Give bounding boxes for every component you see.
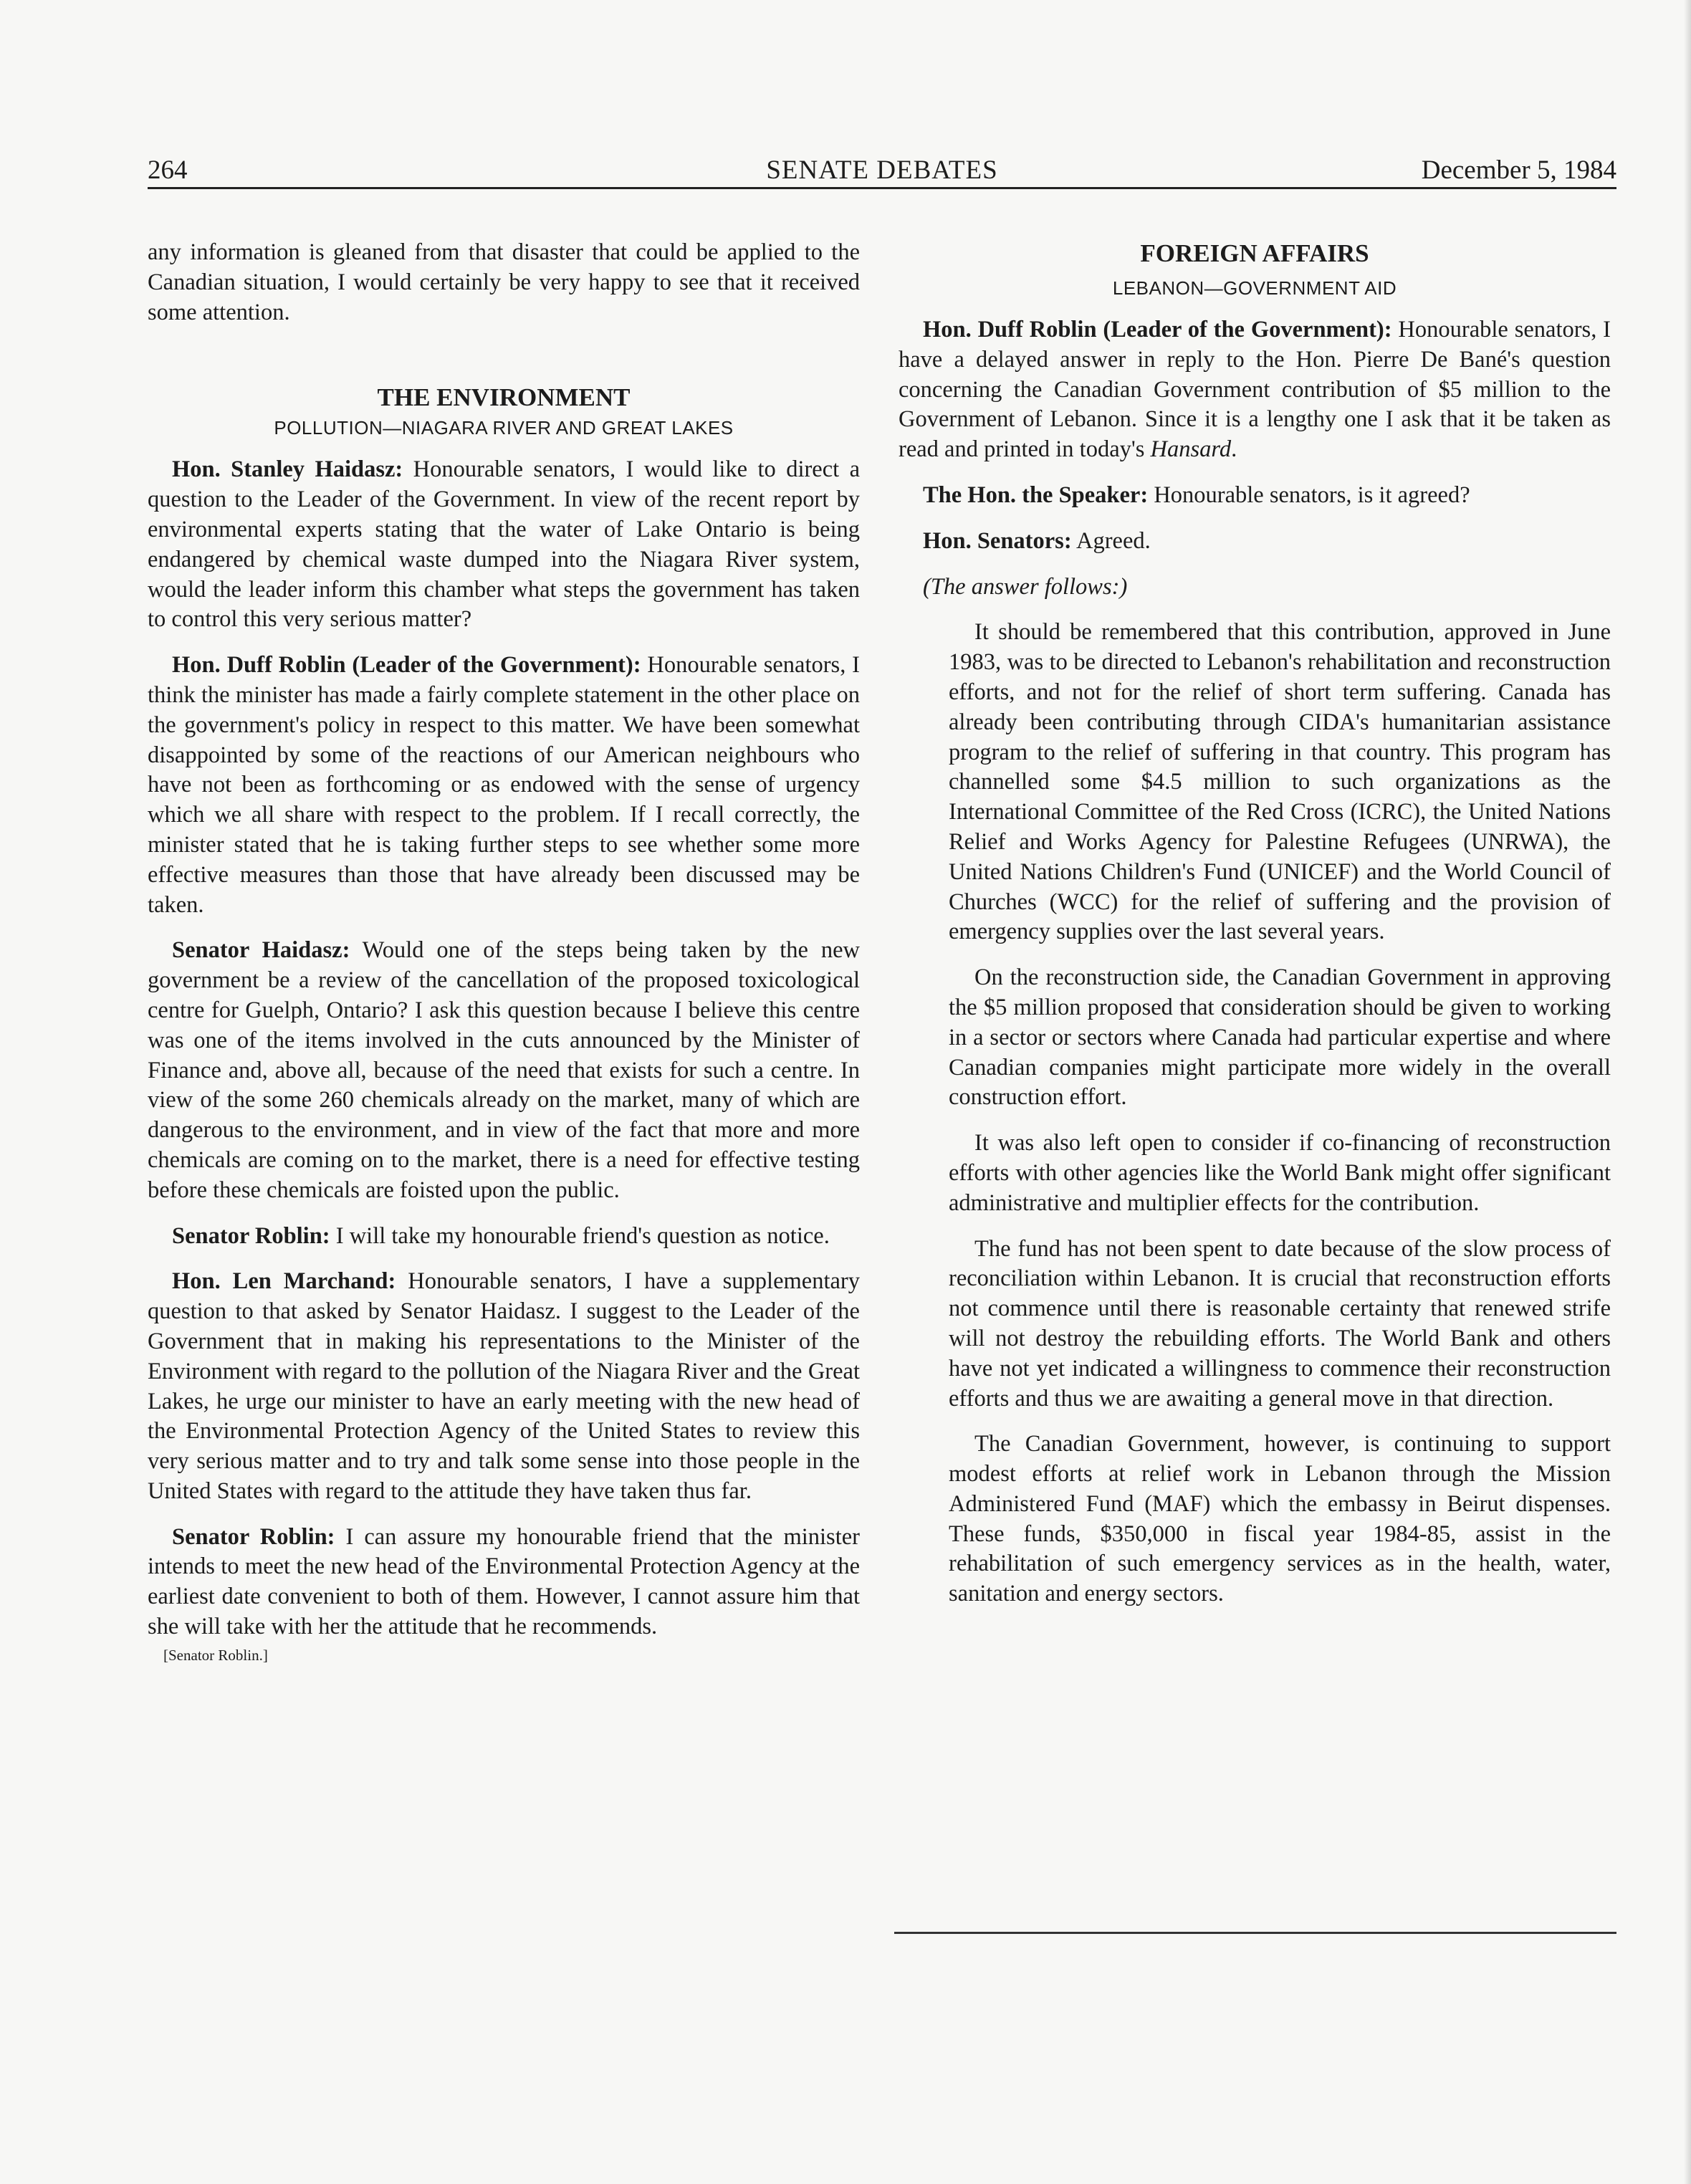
answer-paragraph: On the reconstruction side, the Canadian Government in approving the $5 million proposed that consideration should be given to working in a sector or sectors where Canada had particular expertise and where Canadian companies might participate more widely in the overall construction effort.: [949, 964, 1611, 1111]
speaker-name: Senator Roblin:: [172, 1222, 330, 1249]
speech-paragraph: [899, 527, 1611, 557]
speech-paragraph: [899, 315, 1611, 465]
speech-paragraph: [148, 936, 860, 1205]
speech-italic-text: Hansard: [1150, 436, 1232, 463]
speaker-name: Hon. Duff Roblin (Leader of the Government):: [923, 317, 1392, 343]
speaker-name: Hon. Duff Roblin (Leader of the Government):: [172, 652, 641, 679]
speech-text: Honourable senators, I have a supplementary question to that asked by Senator Haidasz. I suggest to the Leader of the Government that in making his representations to the Minister of the Environment with regard to the pollution of the Niagara River and the Great Lakes, he urge our minister to have an early meeting with the new head of the Environmental Protection Agency of the United States to review this very serious matter and to try and talk some sense into those people in the United States with regard to the attitude they have taken thus far.: [148, 1268, 860, 1504]
header-rule: [148, 187, 1616, 189]
answer-intro-text: (The answer follows:): [923, 573, 1128, 600]
sitting-date: December 5, 1984: [1421, 155, 1616, 185]
speech-text: Honourable senators, I would like to direct a question to the Leader of the Government. In view of the recent report by environmental experts stating that the water of Lake Ontario is being endangered by chemical waste dumped into the Niagara River system, would the leader inform this chamber what steps the government has taken to control this very serious matter?: [148, 456, 861, 633]
page-number: 264: [148, 155, 188, 185]
speech-text: Honourable senators, is it agreed?: [1148, 482, 1470, 508]
speech-paragraph: [148, 651, 860, 920]
running-footnote: [Senator Roblin.]: [163, 1646, 268, 1664]
section-heading: THE ENVIRONMENT: [377, 383, 631, 412]
section-heading: FOREIGN AFFAIRS: [1140, 239, 1369, 267]
answer-paragraph: The Canadian Government, however, is continuing to support modest efforts at relief work in Lebanon through the Mission Administered Fund (MAF) which the embassy in Beirut dispenses. These funds, $350,000 in fiscal year 1984-85, assist in the rehabilitation of such emergency services as in the health, water, sanitation and energy sectors.: [949, 1431, 1611, 1607]
speech-paragraph: [148, 455, 860, 635]
speech-text: Honourable senators, I think the minister has made a fairly complete statement in the other place on the government's policy in respect to this matter. We have been somewhat disappointed by some of the reactions of our American neighbours who have not been as forthcoming or as endowed with the sense of urgency which we all share with respect to the problem. If I recall correctly, the minister stated that he is taking further steps to see whether some more effective measures than those that have already been discussed may be taken.: [148, 652, 860, 918]
speech-paragraph: [148, 1222, 860, 1252]
answer-intro: [899, 573, 1611, 603]
speech-paragraph: [148, 1267, 860, 1506]
speech-paragraph: [899, 481, 1611, 511]
speech-text: Agreed.: [1071, 527, 1151, 554]
right-column: [899, 238, 1611, 1625]
speaker-name: Senator Roblin:: [172, 1523, 335, 1550]
page-header: [148, 152, 1616, 189]
answer-paragraph: It was also left open to consider if co-financing of reconstruction efforts with other agencies like the World Bank might offer significant administrative and multiplier effects for the contribution.: [949, 1130, 1611, 1216]
speech-text: I will take my honourable friend's question as notice.: [330, 1222, 830, 1249]
publication-title: SENATE DEBATES: [766, 155, 998, 185]
answer-paragraph: It should be remembered that this contribution, approved in June 1983, was to be directed to Lebanon's rehabilitation and reconstruction efforts, and not for the relief of short term suffering. Canada has already been contributing through CIDA's humanitarian assistance program to the relief of suffering in that country. This program has channelled some $4.5 million to such organizations as the International Committee of the Red Cross (ICRC), the United Nations Relief and Works Agency for Palestine Refugees (UNRWA), the United Nations Children's Fund (UNICEF) and the World Council of Churches (WCC) for the relief of suffering and the provision of emergency supplies over the last several years.: [949, 619, 1611, 945]
section-end-rule: [894, 1932, 1616, 1934]
speaker-name: Hon. Senators:: [923, 527, 1072, 554]
speaker-name: Hon. Stanley Haidasz:: [172, 456, 403, 483]
speech-paragraph: [148, 1523, 860, 1642]
speaker-name: The Hon. the Speaker:: [923, 482, 1149, 508]
speech-text-end: .: [1231, 436, 1237, 463]
intro-paragraph: any information is gleaned from that disaster that could be applied to the Canadian situation, I would certainly be very happy to see that it received some attention.: [148, 239, 860, 325]
speech-text: Would one of the steps being taken by the new government be a review of the cancellation of the proposed toxicological centre for Guelph, Ontario? I ask this question because I believe this centre was one of the items involved in the cuts announced by the Minister of Finance and, above all, because of the need that exists for such a centre. In view of the some 260 chemicals already on the market, many of which are dangerous to the environment, and in view of the fact that more and more chemicals are coming on to the market, there is a need for effective testing before these chemicals are foisted upon the public.: [148, 937, 860, 1203]
left-column: [148, 238, 860, 1665]
answer-paragraph: The fund has not been spent to date because of the slow process of reconciliation within Lebanon. It is crucial that reconstruction efforts not commence until there is reasonable certainty that renewed strife will not destroy the rebuilding efforts. The World Bank and others have not yet indicated a willingness to commence their reconstruction efforts and thus we are awaiting a general move in that direction.: [949, 1235, 1611, 1412]
speaker-name: Senator Haidasz:: [172, 937, 350, 964]
speech-text: Honourable senators, I have a delayed answer in reply to the Hon. Pierre De Bané's question concerning the Canadian Government contribution of $5 million to the Government of Lebanon. Since it is a lengthy one I ask that it be taken as read and printed in today's: [899, 317, 1611, 463]
section-subheading: LEBANON—GOVERNMENT AID: [1112, 277, 1397, 299]
speaker-name: Hon. Len Marchand:: [172, 1268, 396, 1295]
speech-text: I can assure my honourable friend that the minister intends to meet the new head of the Environmental Protection Agency at the earliest date convenient to both of them. However, I cannot assure him that she will take with her the attitude that he recommends.: [148, 1523, 860, 1640]
page-edge-shadow: [1684, 0, 1691, 2184]
section-subheading: POLLUTION—NIAGARA RIVER AND GREAT LAKES: [274, 417, 734, 439]
